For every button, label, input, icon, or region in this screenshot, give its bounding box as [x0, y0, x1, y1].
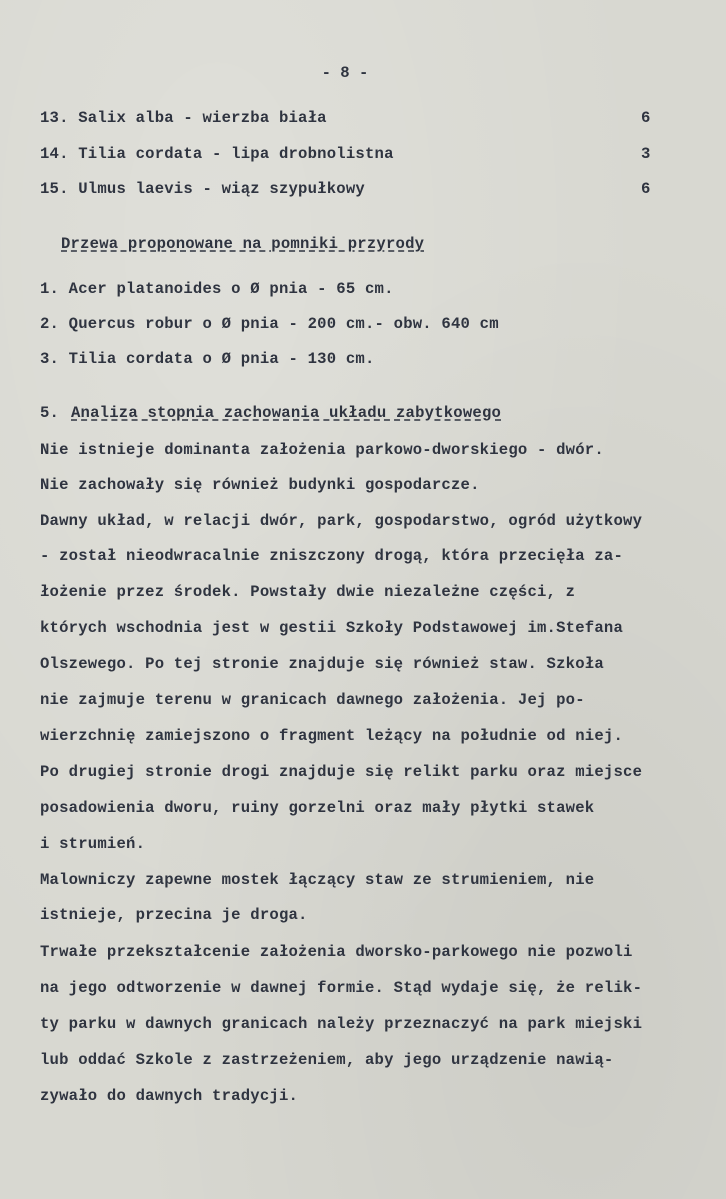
body-line: Malowniczy zapewne mostek łączący staw ze strumieniem, nie: [40, 871, 595, 889]
body-line: ty parku w dawnych granicach należy przeznaczyć na park miejski: [40, 1015, 643, 1033]
body-line: nie zajmuje terenu w granicach dawnego założenia. Jej po-: [40, 691, 585, 709]
body-line: - został nieodwracalnie zniszczony drogą, która przecięła za-: [40, 547, 624, 565]
analysis-heading: Analiza stopnia zachowania układu zabytkowego: [71, 404, 502, 422]
list-item-15-count: 6: [641, 180, 651, 198]
body-line: i strumień.: [40, 835, 146, 853]
monument-item-3: 3. Tilia cordata o Ø pnia - 130 cm.: [40, 350, 375, 368]
body-line: lub oddać Szkole z zastrzeżeniem, aby jego urządzenie nawią-: [40, 1051, 614, 1069]
body-line: Nie istnieje dominanta założenia parkowo-dworskiego - dwór.: [40, 441, 604, 459]
monument-item-2: 2. Quercus robur o Ø pnia - 200 cm.- obw. 640 cm: [40, 315, 499, 333]
body-line: posadowienia dworu, ruiny gorzelni oraz mały płytki stawek: [40, 799, 595, 817]
list-item-15: 15. Ulmus laevis - wiąz szypułkowy: [40, 180, 365, 198]
analysis-heading-number: 5.: [40, 404, 60, 422]
page-number: - 8 -: [321, 64, 369, 82]
body-line: istnieje, przecina je droga.: [40, 906, 308, 924]
list-item-14: 14. Tilia cordata - lipa drobnolistna: [40, 145, 394, 163]
body-line: Dawny układ, w relacji dwór, park, gospodarstwo, ogród użytkowy: [40, 512, 643, 530]
body-line: łożenie przez środek. Powstały dwie niezależne części, z: [40, 583, 576, 601]
body-line: wierzchnię zamiejszono o fragment leżący na południe od niej.: [40, 727, 624, 745]
body-line: których wschodnia jest w gestii Szkoły Podstawowej im.Stefana: [40, 619, 624, 637]
body-line: Nie zachowały się również budynki gospodarcze.: [40, 476, 480, 494]
body-line: Po drugiej stronie drogi znajduje się relikt parku oraz miejsce: [40, 763, 643, 781]
list-item-14-count: 3: [641, 145, 651, 163]
list-item-13: 13. Salix alba - wierzba biała: [40, 109, 327, 127]
body-line: zywało do dawnych tradycji.: [40, 1087, 299, 1105]
list-item-13-count: 6: [641, 109, 651, 127]
monuments-heading: Drzewa proponowane na pomniki przyrody: [61, 235, 425, 253]
body-line: Trwałe przekształcenie założenia dworsko-parkowego nie pozwoli: [40, 943, 633, 961]
monument-item-1: 1. Acer platanoides o Ø pnia - 65 cm.: [40, 280, 394, 298]
body-line: Olszewego. Po tej stronie znajduje się również staw. Szkoła: [40, 655, 604, 673]
body-line: na jego odtworzenie w dawnej formie. Stąd wydaje się, że relik-: [40, 979, 643, 997]
